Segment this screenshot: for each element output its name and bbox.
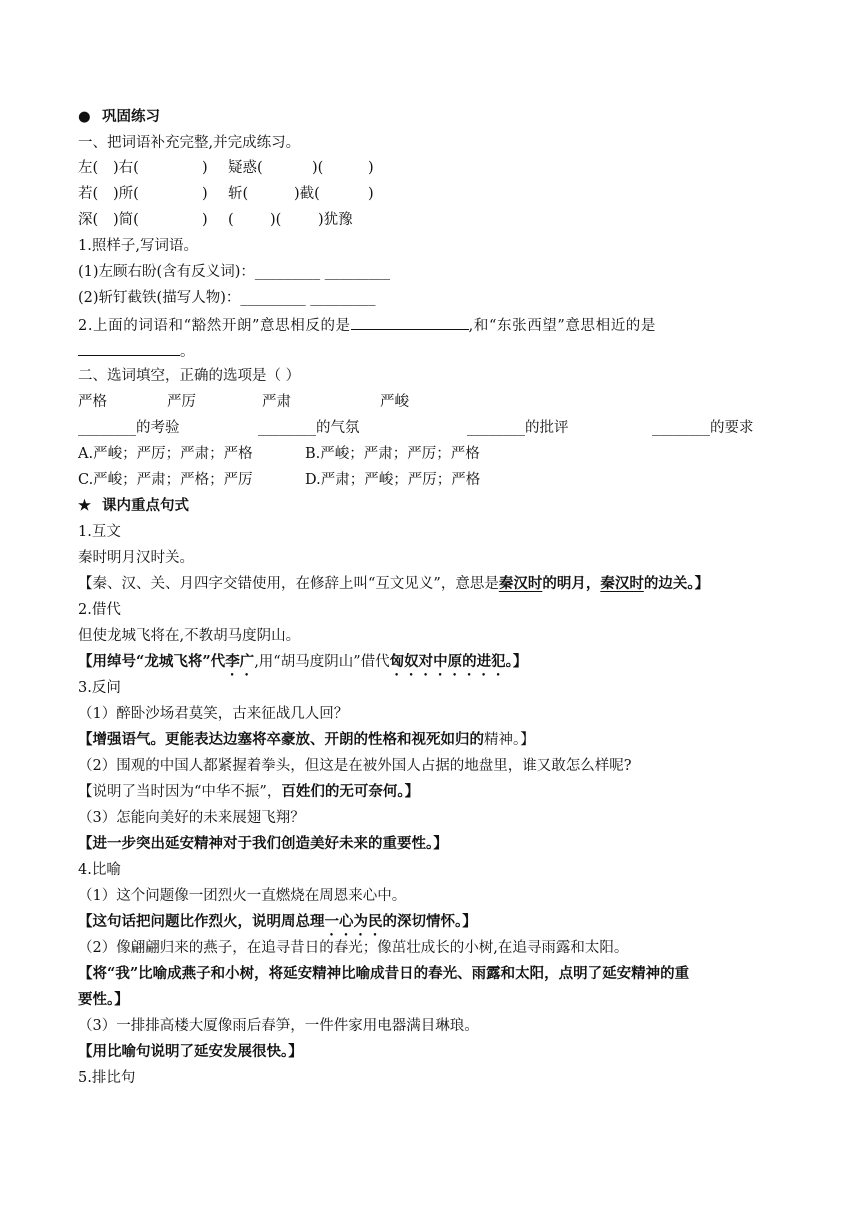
q2-word-2: 严厉	[167, 394, 196, 410]
q2-word-1: 严格	[78, 394, 107, 410]
q1-row1-d: 疑惑(	[228, 160, 263, 176]
q1-sub1a: (1)左顾右盼(含有反义词)：_________ _________	[78, 264, 390, 280]
q1-row2-a: 若(	[78, 186, 99, 202]
key-t4-2-note-cont: 要性。】	[78, 991, 129, 1008]
q1-sub1b: (2)斩钉截铁(描写人物)：_________ _________	[78, 290, 376, 306]
key-t5: 5.排比句	[78, 1070, 136, 1086]
star-icon: ★	[78, 497, 91, 514]
key-t3-3: （3）怎能向美好的未来展翅飞翔？	[78, 810, 305, 826]
key-t2-sentence: 但使龙城飞将在,不教胡马度阴山。	[78, 628, 301, 644]
q1-row3-c: )	[202, 212, 208, 228]
q1-sub2-cont: 。	[78, 341, 195, 361]
q2-word-4: 严峻	[380, 394, 409, 410]
key-t2-note: 【用绰号“龙城飞将”代李广,用“胡马度阴山”借代匈奴对中原的进犯。】	[78, 653, 528, 670]
q2-fill-1: ________的考验	[78, 420, 180, 436]
q2-option-d: D.严肃；严峻；严厉；严格	[305, 472, 481, 488]
answer-blank[interactable]: _________ _________	[240, 290, 376, 306]
q1-sub1: 1.照样子,写词语。	[78, 238, 198, 254]
q1-row3-e: )(	[270, 212, 282, 228]
q2-fill-4: ________的要求	[652, 420, 754, 436]
q1-row2-b: )所(	[113, 186, 139, 202]
key-t3: 3.反问	[78, 680, 121, 696]
q2-heading: 二、选词填空，正确的选项是（ ）	[78, 368, 301, 384]
q2-option-a: A.严峻；严厉；严肃；严格	[78, 446, 253, 462]
section-title-key-sentences: ★ 课内重点句式	[78, 497, 189, 514]
q2-option-b: B.严峻；严肃；严厉；严格	[305, 446, 480, 462]
q1-row2-e: )截(	[294, 186, 320, 202]
key-t2: 2.借代	[78, 602, 121, 618]
q1-row2-c: )	[202, 186, 208, 202]
key-t4-3: （3）一排排高楼大厦像雨后春笋，一件件家用电器满目琳琅。	[78, 1018, 479, 1034]
q1-row3-f: )犹豫	[318, 212, 353, 228]
key-t4-2-note: 【将“我”比喻成燕子和小树，将延安精神比喻成昔日的春光、雨露和太阳，点明了延安精神的重	[78, 965, 690, 982]
q1-row3-a: 深(	[78, 212, 99, 228]
q2-fill-2: ________的气氛	[258, 420, 360, 436]
key-t4-1: （1）这个问题像一团烈火一直燃烧在周恩来心中。	[78, 888, 407, 904]
q1-sub2: 2.上面的词语和“豁然开朗”意思相反的是 ,和“东张西望”意思相近的是	[78, 315, 656, 335]
q1-row2-d: 斩(	[228, 186, 249, 202]
key-t3-1-note: 【增强语气。更能表达边塞将卒豪放、开朗的性格和视死如归的精神。】	[78, 731, 535, 748]
bullet-icon: ●	[78, 108, 91, 125]
key-t3-3-note: 【进一步突出延安精神对于我们创造美好未来的重要性。】	[78, 835, 448, 852]
q1-heading: 一、把词语补充完整,并完成练习。	[78, 135, 301, 151]
answer-blank[interactable]	[78, 341, 180, 356]
q2-word-3: 严肃	[262, 394, 291, 410]
q2-option-c: C.严峻；严肃；严格；严厉	[78, 472, 253, 488]
q1-row3-d: (	[228, 212, 234, 228]
key-t4-1-note: 【这句话把问题比作烈火，说明周总理一心为民的深切情怀。】	[78, 913, 477, 930]
key-t1: 1.互文	[78, 524, 121, 540]
q1-row2-f: )	[368, 186, 374, 202]
q1-row3-b: )简(	[113, 212, 139, 228]
q1-row1-e: )(	[312, 160, 324, 176]
key-t4-2: （2）像翩翩归来的燕子，在追寻昔日的春光；像茁壮成长的小树,在追寻雨露和太阳。	[78, 940, 629, 956]
key-t1-sentence: 秦时明月汉时关。	[78, 550, 194, 566]
answer-blank[interactable]	[351, 315, 469, 330]
key-t1-note: 【秦、汉、关、月四字交错使用，在修辞上叫“互文见义”，意思是秦汉时的明月，秦汉时的边关。】	[78, 575, 710, 592]
q1-row1-b: )右(	[113, 160, 139, 176]
q2-fill-3: ________的批评	[467, 420, 569, 436]
q1-row1-f: )	[368, 160, 374, 176]
key-t3-2: （2）围观的中国人都紧握着拳头，但这是在被外国人占据的地盘里，谁又敢怎么样呢?	[78, 758, 632, 774]
q1-row1-c: )	[202, 160, 208, 176]
answer-blank[interactable]: _________ _________	[254, 264, 390, 280]
key-t4: 4.比喻	[78, 862, 121, 878]
key-t3-1: （1）醉卧沙场君莫笑，古来征战几人回？	[78, 706, 349, 722]
q1-row1-a: 左(	[78, 160, 99, 176]
key-t4-3-note: 【用比喻句说明了延安发展很快。】	[78, 1043, 303, 1060]
key-t3-2-note: 【说明了当时因为“中华不振”，百姓们的无可奈何。】	[78, 783, 420, 800]
section-title-consolidation: ● 巩固练习	[78, 108, 160, 125]
